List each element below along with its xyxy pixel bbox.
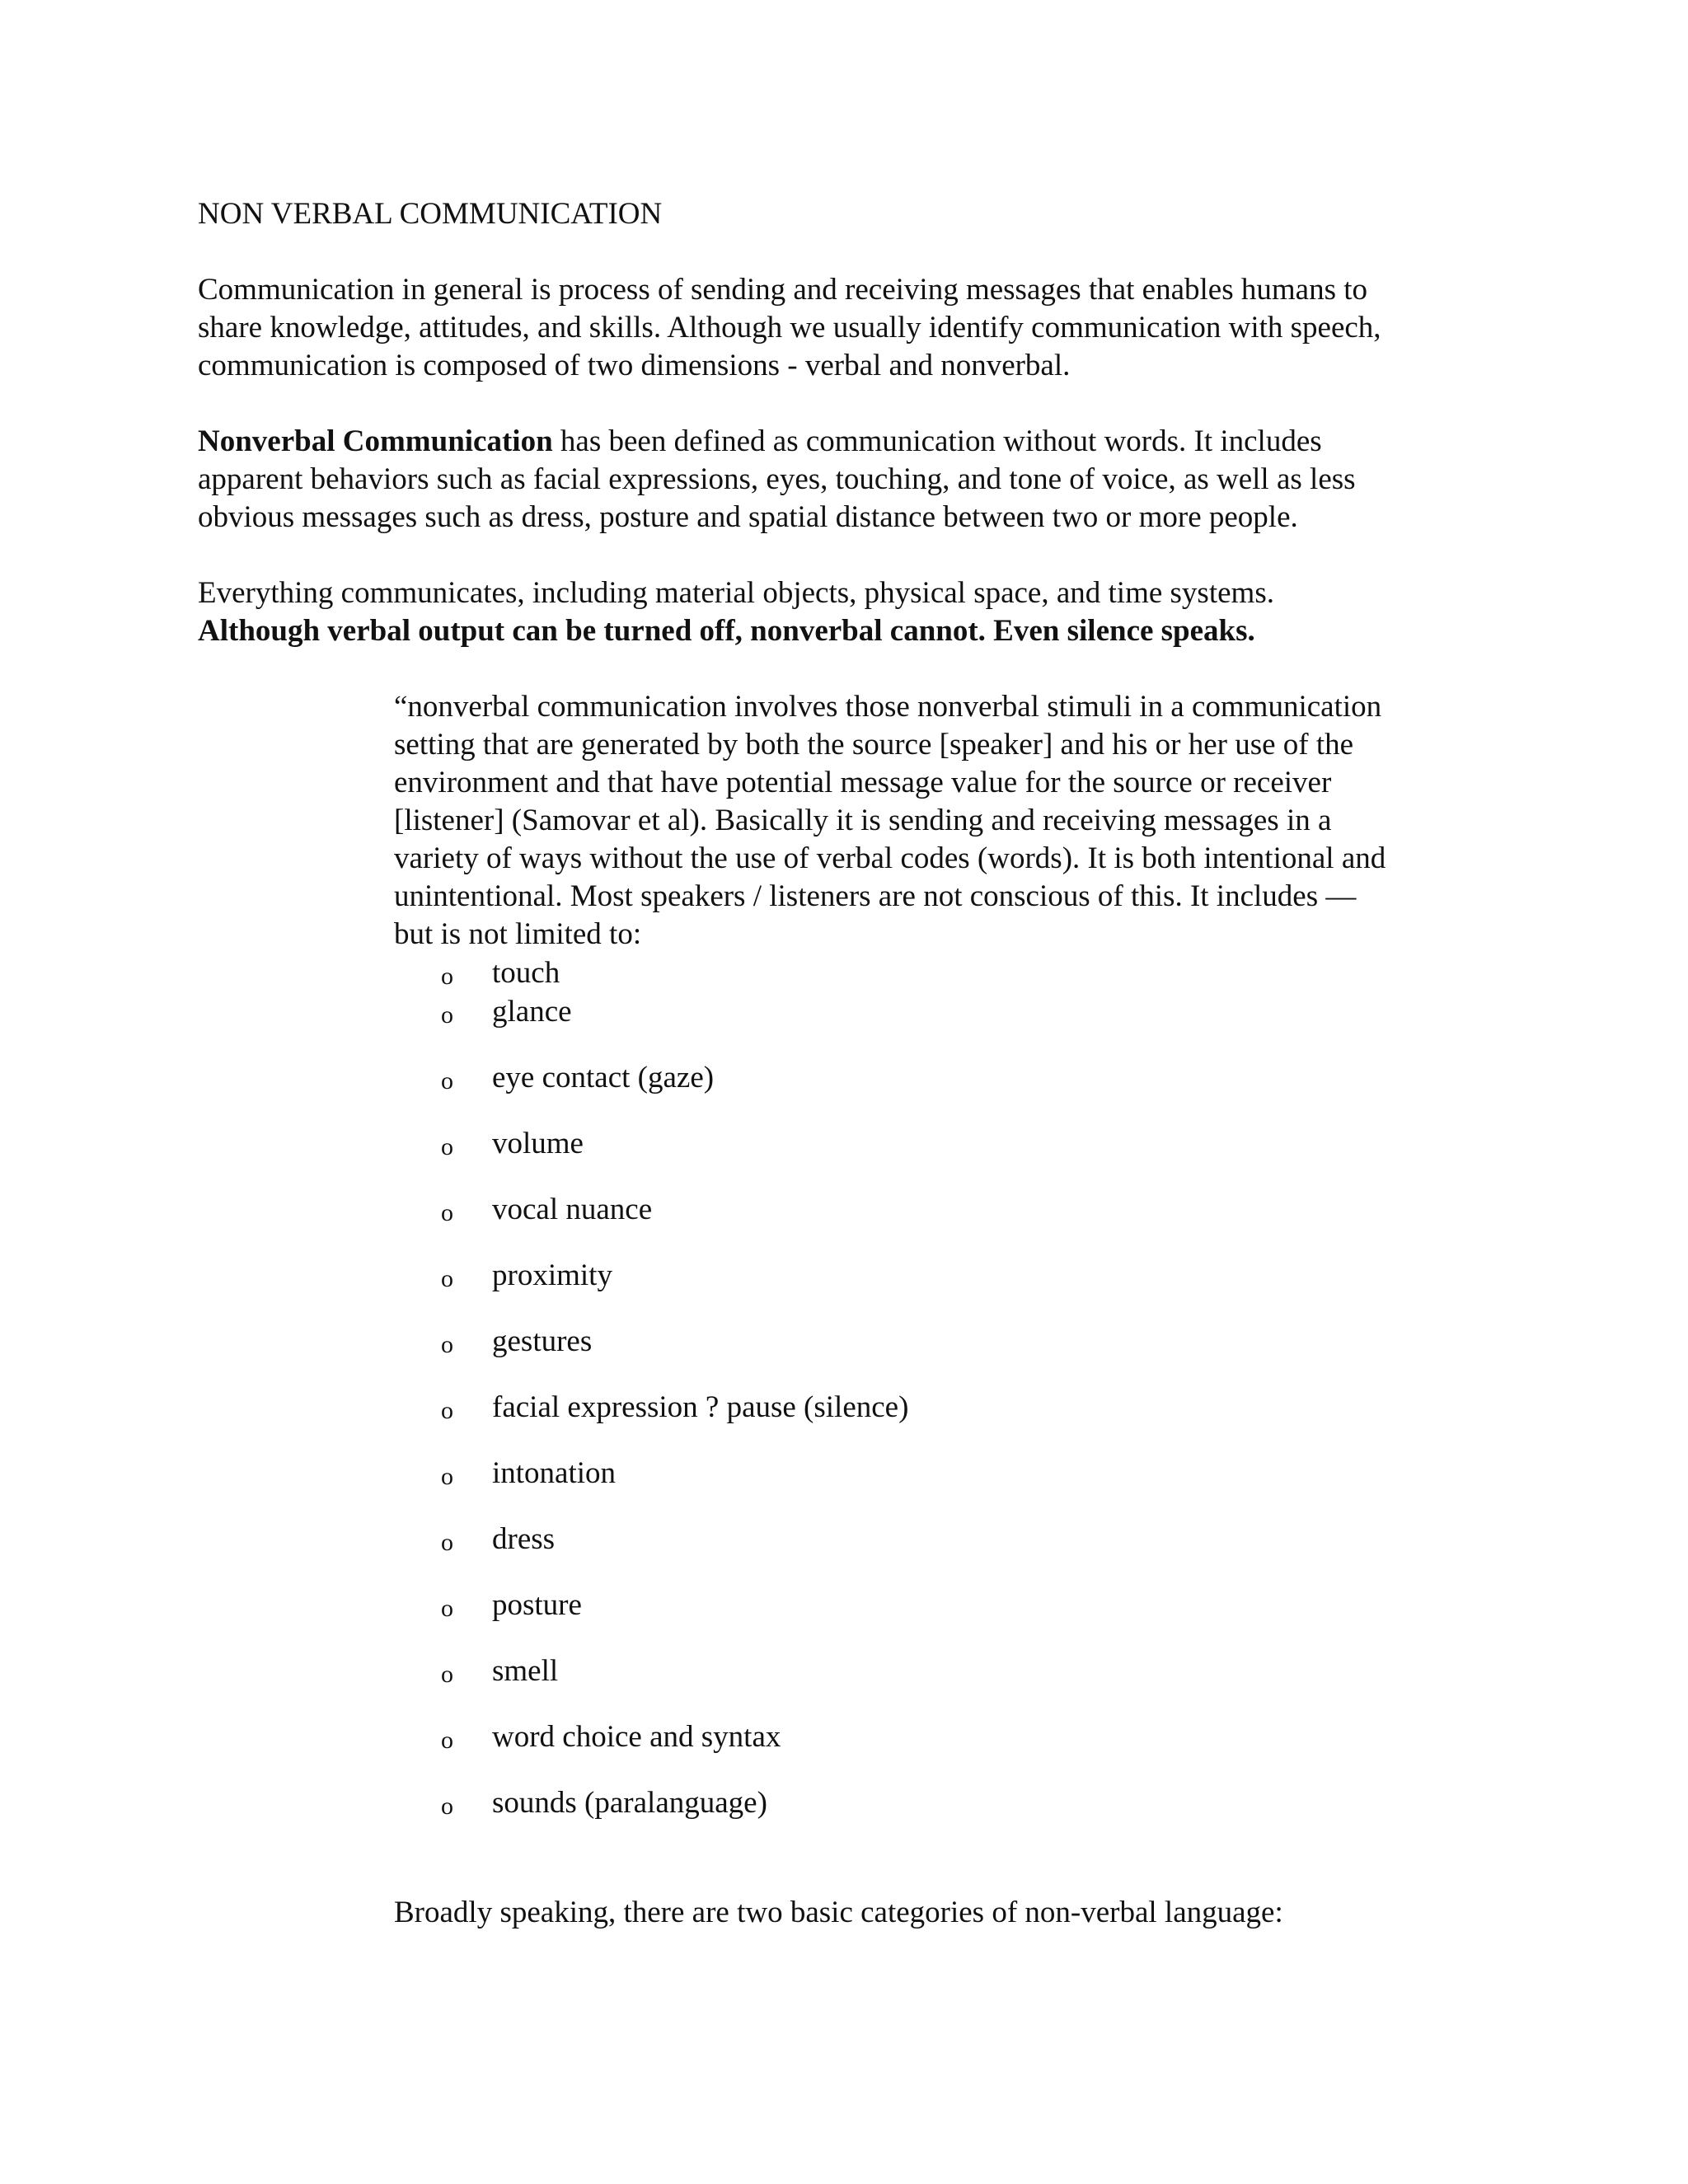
bullet-marker: o [441, 1199, 453, 1226]
list-item-text: vocal nuance [492, 1193, 653, 1226]
bullet-marker: o [441, 1529, 453, 1556]
intro-paragraph: Communication in general is process of sending and receiving messages that enables humans to share knowledge, attitudes, and skills. Although we usually identify communication with speech, communication is composed of two dimensions - verbal and nonverbal. [198, 273, 1381, 382]
bullet-marker: o [441, 1727, 453, 1754]
list-item-text: gestures [492, 1324, 593, 1358]
list-item-text: word choice and syntax [492, 1720, 781, 1754]
list-item-text: glance [492, 995, 572, 1029]
list-item-text: posture [492, 1588, 582, 1622]
bullet-marker: o [441, 1661, 453, 1688]
everything-communicates-paragraph: Everything communicates, including material objects, physical space, and time systems. [198, 576, 1274, 610]
bullet-marker: o [441, 1067, 453, 1094]
bullet-marker: o [441, 1595, 453, 1622]
bullet-marker: o [441, 1793, 453, 1820]
bullet-marker: o [441, 963, 453, 990]
quoted-definition: “nonverbal communication involves those nonverbal stimuli in a communication setting that are generated by both the source [speaker] and his or her use of the environment and that have potential message value for the source or receiver [listener] (Samovar et al). Basically it is sending and receiving messages in a variety of ways without the use of verbal codes (words). It is both intentional and unintentional. Most speakers / listeners are not conscious of this. It includes — but is not limited to: [394, 690, 1386, 951]
bullet-marker: o [441, 1463, 453, 1490]
list-item-text: dress [492, 1522, 556, 1556]
list-item-text: smell [492, 1654, 559, 1688]
list-item-text: intonation [492, 1456, 617, 1490]
list-item-text: facial expression ? pause (silence) [492, 1390, 909, 1424]
list-item-text: volume [492, 1127, 584, 1160]
definition-term: Nonverbal Communication [198, 424, 553, 458]
definition-paragraph [198, 423, 1517, 537]
bullet-marker: o [441, 1265, 453, 1292]
list-item-text: proximity [492, 1258, 612, 1292]
emphasis-statement: Although verbal output can be turned off, nonverbal cannot. Even silence speaks. [198, 614, 1255, 648]
list-item-text: touch [492, 956, 560, 990]
bullet-marker: o [441, 1133, 453, 1160]
bullet-marker: o [441, 1397, 453, 1424]
bullet-marker: o [441, 1001, 453, 1029]
definition-text: has been defined as communication without words. It includes apparent behaviors such as facial expressions, eyes, touching, and tone of voice, as well as less obvious messages such as dress, posture and spatial distance between two or more people. [198, 424, 1356, 534]
bullet-marker: o [441, 1331, 453, 1358]
closing-sentence: Broadly speaking, there are two basic categories of non-verbal language: [394, 1896, 1283, 1929]
page-title: NON VERBAL COMMUNICATION [198, 197, 663, 231]
list-item-text: eye contact (gaze) [492, 1061, 715, 1094]
list-item-text: sounds (paralanguage) [492, 1786, 767, 1820]
